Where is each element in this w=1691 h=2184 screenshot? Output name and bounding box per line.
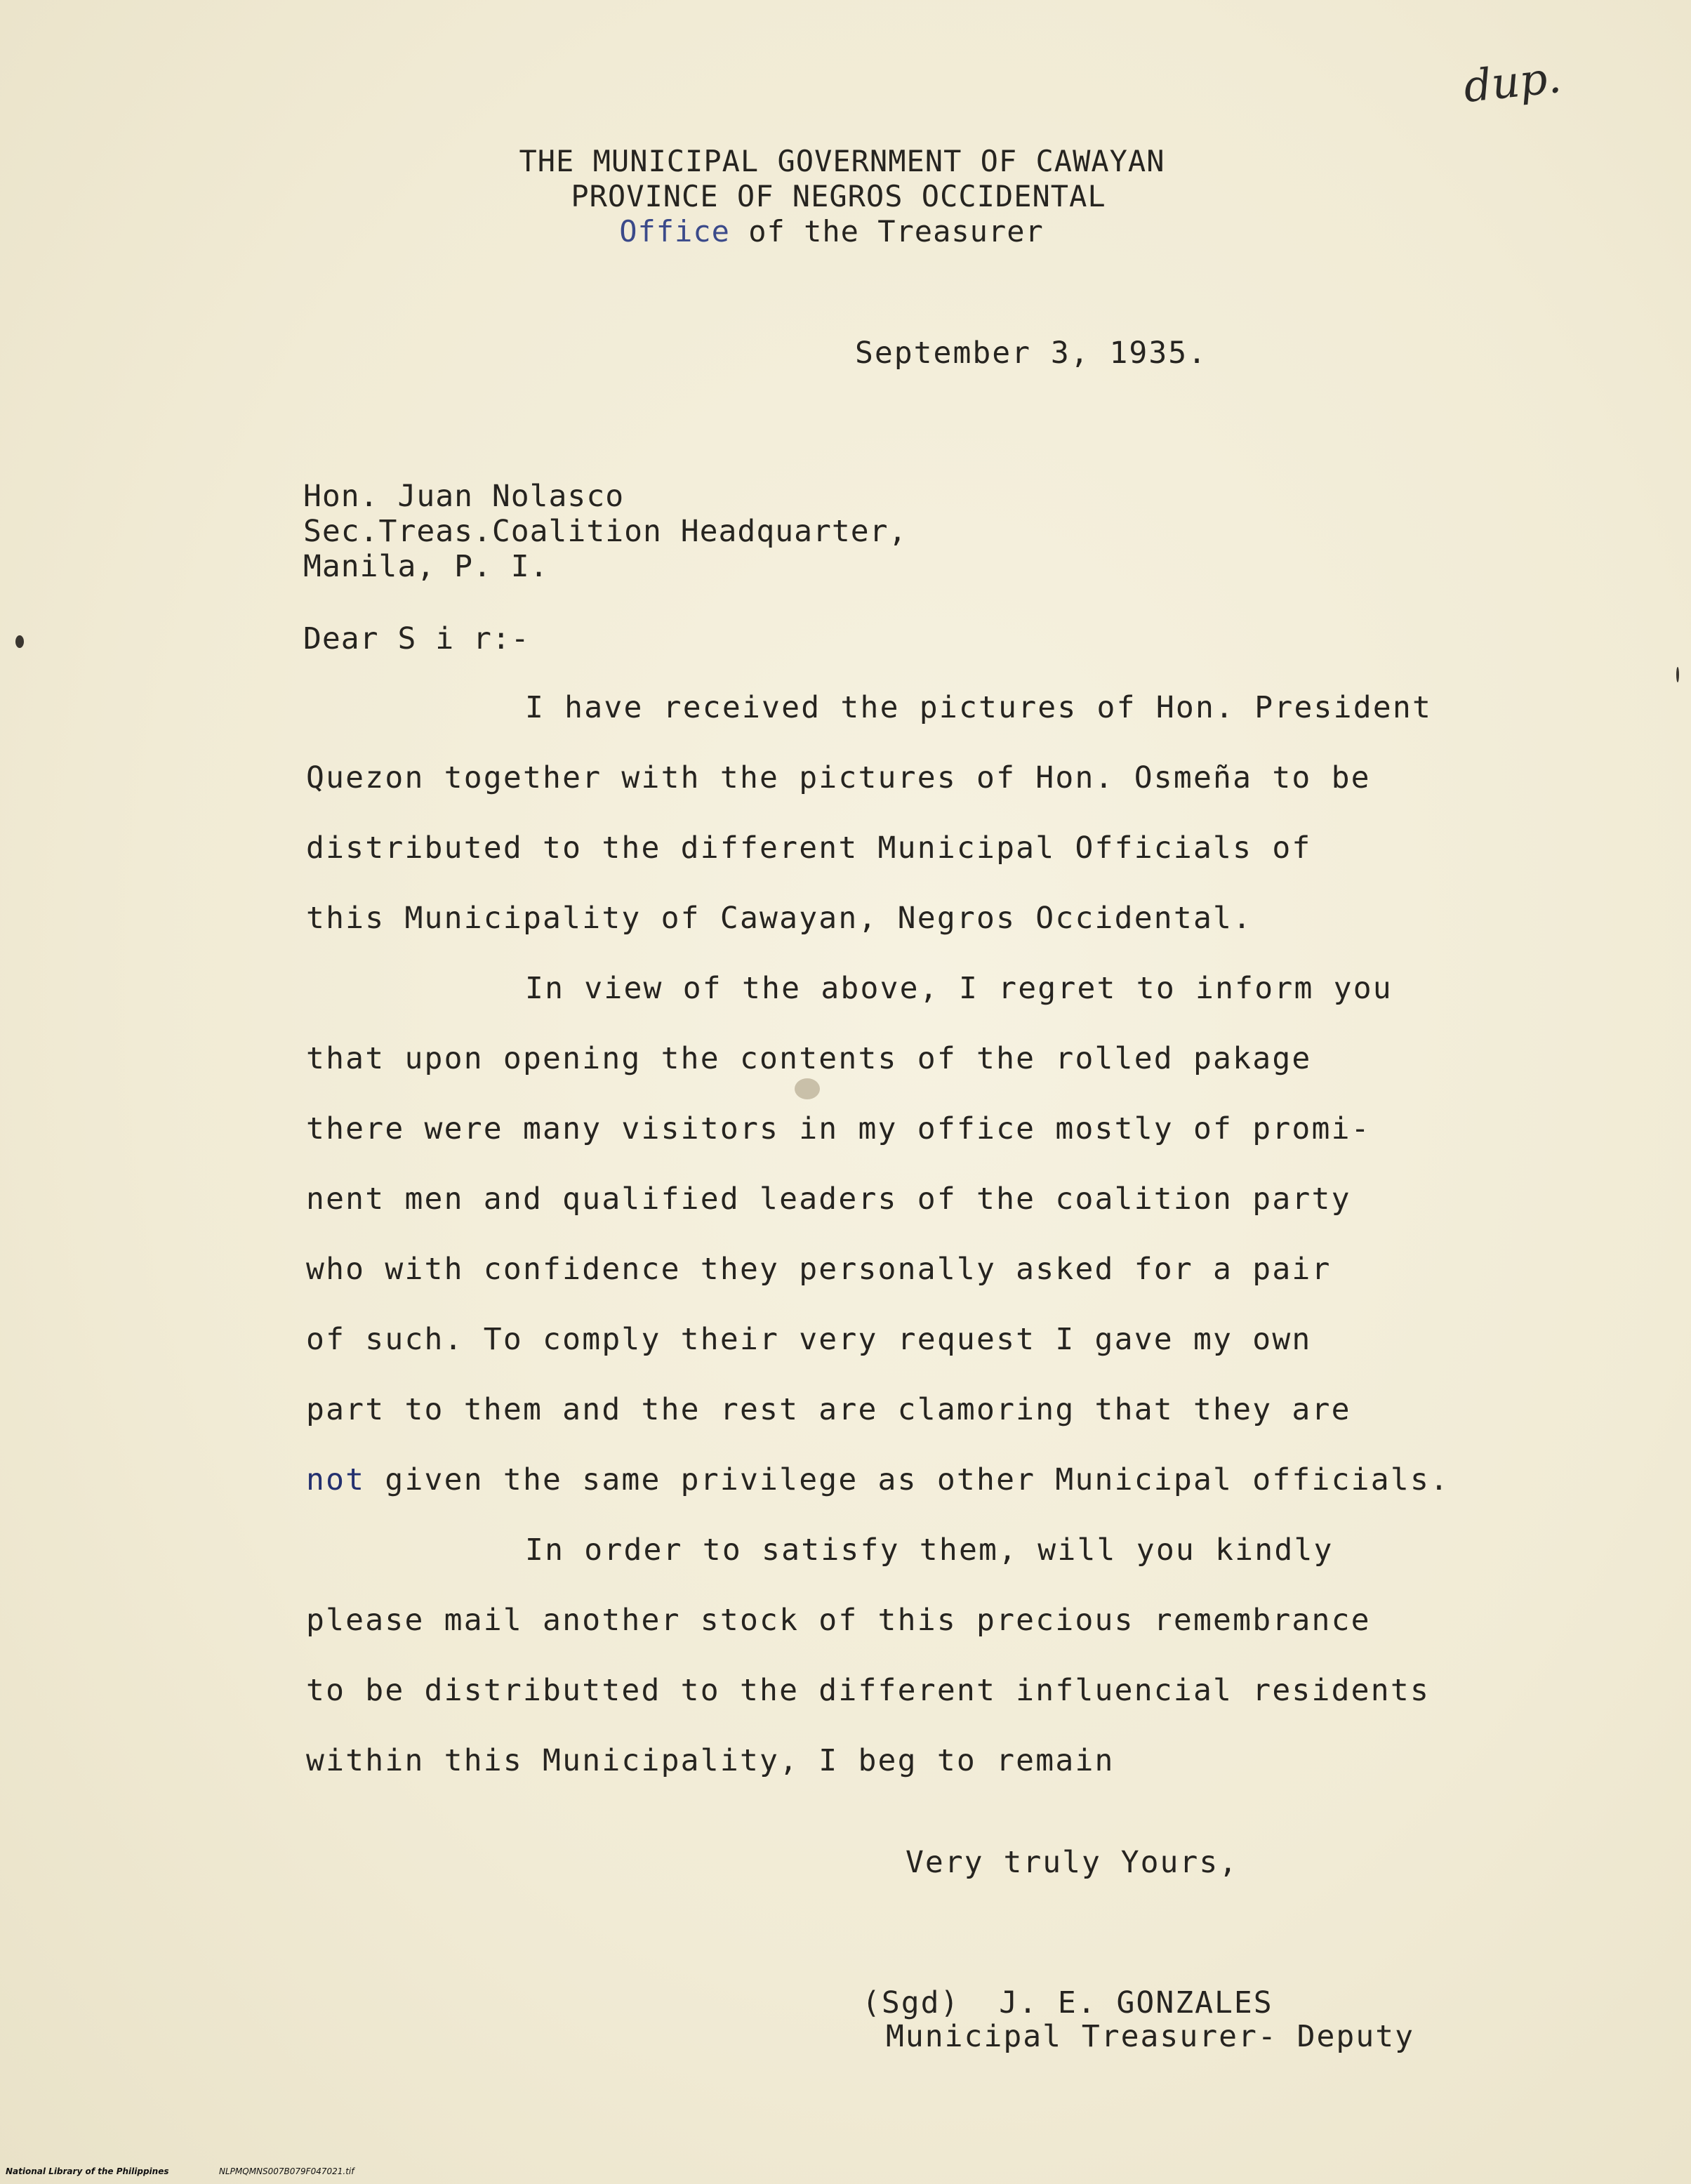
body-line: nent men and qualified leaders of the coalition party <box>306 1182 1351 1217</box>
salutation: Dear S i r:- <box>303 621 530 656</box>
body-line: that upon opening the contents of the rolled pakage <box>306 1041 1312 1076</box>
closing: Very truly Yours, <box>906 1845 1239 1880</box>
body-line: I have received the pictures of Hon. President <box>525 690 1433 725</box>
recipient-location: Manila, P. I. <box>303 549 549 584</box>
body-line: Quezon together with the pictures of Hon. Osmeña to be <box>306 760 1371 795</box>
letterhead-line-2: PROVINCE OF NEGROS OCCIDENTAL <box>571 179 1106 213</box>
body-line: there were many visitors in my office mostly of promi- <box>306 1111 1371 1146</box>
signature-title: Municipal Treasurer- Deputy <box>886 2019 1414 2054</box>
body-line: this Municipality of Cawayan, Negros Occidental. <box>306 901 1253 936</box>
emphasis-not-word: not <box>306 1462 366 1497</box>
recipient-position: Sec.Treas.Coalition Headquarter, <box>303 514 908 549</box>
letterhead-line-3 <box>0 214 1677 249</box>
body-line-rest: given the same privilege as other Municipal officials. <box>365 1462 1450 1497</box>
letterhead-office-word: Office <box>619 214 730 249</box>
signature-name: (Sgd) J. E. GONZALES <box>862 1985 1273 2020</box>
footer-file-id: NLPMQMNS007B079F047021.tif <box>219 2166 354 2176</box>
letterhead-office-rest: of the Treasurer <box>729 214 1044 249</box>
body-line: In order to satisfy them, will you kindly <box>525 1533 1334 1568</box>
handwritten-annotation: dup. <box>1461 51 1564 113</box>
body-line: of such. To comply their very request I gave my own <box>306 1322 1312 1357</box>
paper-stain <box>795 1078 820 1099</box>
body-line <box>306 1462 1450 1497</box>
body-line: part to them and the rest are clamoring that they are <box>306 1392 1351 1427</box>
body-line: distributed to the different Municipal Officials of <box>306 830 1312 866</box>
body-line: who with confidence they personally asked for a pair <box>306 1252 1332 1287</box>
letter-date: September 3, 1935. <box>855 336 1207 371</box>
footer-library-credit: National Library of the Philippines <box>6 2166 169 2176</box>
recipient-name: Hon. Juan Nolasco <box>303 479 625 514</box>
body-line: please mail another stock of this precious remembrance <box>306 1603 1371 1638</box>
ink-speck <box>1676 667 1679 682</box>
ink-speck <box>15 635 24 648</box>
body-line: In view of the above, I regret to inform you <box>525 971 1393 1006</box>
letterhead-line-1: THE MUNICIPAL GOVERNMENT OF CAWAYAN <box>519 144 1165 178</box>
body-line: within this Municipality, I beg to remain <box>306 1743 1115 1778</box>
body-line: to be distributted to the different influencial residents <box>306 1673 1431 1708</box>
